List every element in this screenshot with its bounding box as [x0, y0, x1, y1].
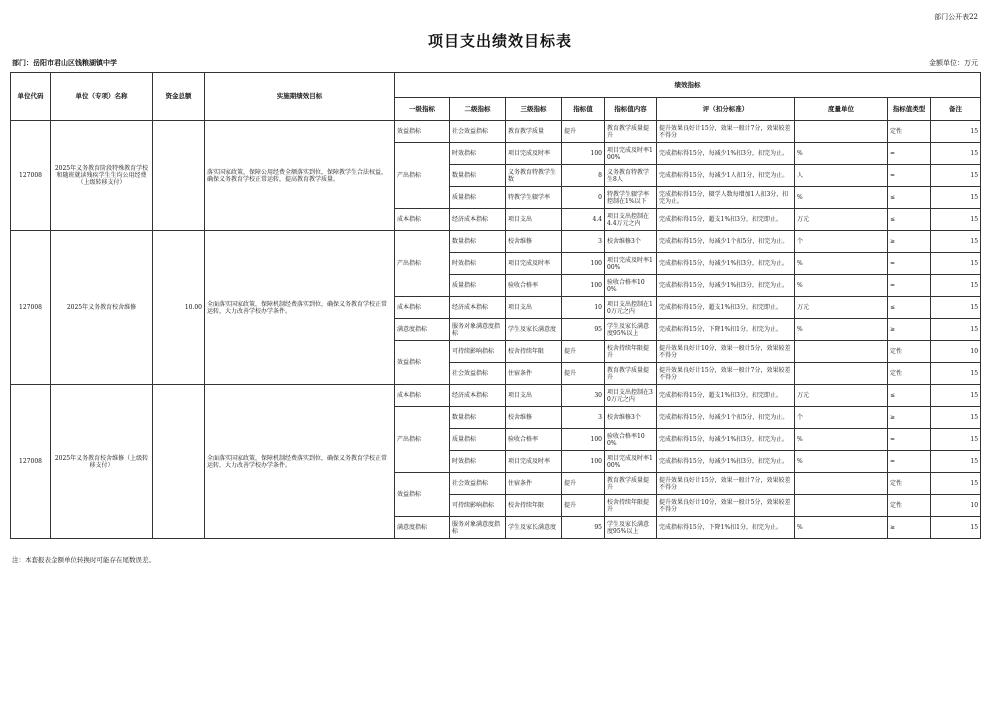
value-cell: 8	[562, 165, 605, 187]
level1-cell: 效益指标	[395, 121, 450, 143]
header-project-name: 单位（专项）名称	[51, 73, 153, 121]
scoring-cell: 完成指标得15分，超支1%扣3分，扣完即止。	[657, 385, 795, 407]
measure-unit-cell	[795, 495, 888, 517]
level2-cell: 可持续影响指标	[450, 341, 506, 363]
level1-cell: 产出指标	[395, 407, 450, 473]
level2-cell: 经济成本指标	[450, 385, 506, 407]
value-type-cell: 定性	[888, 341, 931, 363]
level2-cell: 社会效益指标	[450, 473, 506, 495]
value-cell: 提升	[562, 341, 605, 363]
content-cell: 义务教育特教学生8人	[605, 165, 657, 187]
measure-unit-cell: %	[795, 187, 888, 209]
value-type-cell: ≤	[888, 187, 931, 209]
measure-unit-cell: %	[795, 451, 888, 473]
unit-code-cell: 127008	[11, 121, 51, 231]
content-cell: 项目支出控制在4.4万元之内	[605, 209, 657, 231]
scoring-cell: 完成指标得15分，下降1%扣1分，扣完为止。	[657, 517, 795, 539]
level2-cell: 经济成本指标	[450, 209, 506, 231]
scoring-cell: 完成指标得15分，每减少1%扣3分，扣完为止。	[657, 451, 795, 473]
footnote: 注：本套报表金额单位转换时可能存在尾数误差。	[12, 556, 155, 564]
level3-cell: 校舍持续年限	[506, 495, 562, 517]
value-cell: 0	[562, 187, 605, 209]
level2-cell: 社会效益指标	[450, 121, 506, 143]
measure-unit-cell: 万元	[795, 209, 888, 231]
value-type-cell: ≥	[888, 407, 931, 429]
scoring-cell: 完成指标得15分，超支1%扣3分，扣完即止。	[657, 209, 795, 231]
level3-cell: 项目支出	[506, 209, 562, 231]
measure-unit-cell	[795, 121, 888, 143]
value-cell: 10	[562, 297, 605, 319]
goal-cell: 全面落实国家政策，保障机制经费落实到位，确保义务教育学校正常运转，大力改善学校办学条件。	[205, 385, 395, 539]
remark-cell: 15	[931, 363, 981, 385]
measure-unit-cell: 人	[795, 165, 888, 187]
level3-cell: 教育教学质量	[506, 121, 562, 143]
level2-cell: 数量指标	[450, 231, 506, 253]
scoring-cell: 完成指标得15分，下降1%扣1分，扣完为止。	[657, 319, 795, 341]
value-cell: 提升	[562, 121, 605, 143]
level2-cell: 服务对象满意度指标	[450, 319, 506, 341]
level1-cell: 产出指标	[395, 231, 450, 297]
level3-cell: 义务教育特教学生数	[506, 165, 562, 187]
level3-cell: 项目完成及时率	[506, 451, 562, 473]
measure-unit-cell: 个	[795, 231, 888, 253]
value-type-cell: =	[888, 429, 931, 451]
level2-cell: 经济成本指标	[450, 297, 506, 319]
value-cell: 100	[562, 275, 605, 297]
level2-cell: 时效指标	[450, 253, 506, 275]
scoring-cell: 完成指标得15分，每减少1%扣3分，扣完为止。	[657, 143, 795, 165]
level2-cell: 可持续影响指标	[450, 495, 506, 517]
remark-cell: 15	[931, 121, 981, 143]
measure-unit-cell	[795, 473, 888, 495]
page-title: 项目支出绩效目标表	[427, 32, 572, 50]
level1-cell: 满意度指标	[395, 517, 450, 539]
unit-code-cell: 127008	[11, 385, 51, 539]
level3-cell: 项目支出	[506, 385, 562, 407]
page-code: 部门公开表22	[934, 13, 978, 21]
performance-goals-table	[10, 72, 981, 539]
header-indicators: 绩效指标	[395, 73, 981, 98]
total-funds-cell	[153, 121, 205, 231]
header-scoring: 评（扣分标准）	[657, 98, 795, 121]
remark-cell: 15	[931, 165, 981, 187]
content-cell: 教育教学质量提升	[605, 473, 657, 495]
scoring-cell: 完成指标得15分，超支1%扣3分，扣完即止。	[657, 297, 795, 319]
remark-cell: 15	[931, 187, 981, 209]
level2-cell: 质量指标	[450, 275, 506, 297]
measure-unit-cell: %	[795, 517, 888, 539]
level2-cell: 时效指标	[450, 143, 506, 165]
scoring-cell: 提升效果良好计15分，效果一般计7分，效果较差不得分	[657, 121, 795, 143]
header-value: 指标值	[562, 98, 605, 121]
value-type-cell: =	[888, 451, 931, 473]
content-cell: 项目支出控制在30万元之内	[605, 385, 657, 407]
level3-cell: 特教学生辍学率	[506, 187, 562, 209]
content-cell: 校舍维修3个	[605, 231, 657, 253]
content-cell: 校舍维修3个	[605, 407, 657, 429]
value-cell: 3	[562, 231, 605, 253]
remark-cell: 15	[931, 275, 981, 297]
header-value-type: 指标值类型	[888, 98, 931, 121]
level3-cell: 项目完成及时率	[506, 143, 562, 165]
value-type-cell: ≥	[888, 319, 931, 341]
goal-cell: 全面落实国家政策，保障机制经费落实到位，确保义务教育学校正常运转，大力改善学校办学条件。	[205, 231, 395, 385]
measure-unit-cell	[795, 363, 888, 385]
value-cell: 95	[562, 319, 605, 341]
department-label: 部门：岳阳市君山区钱粮湖镇中学	[12, 58, 117, 67]
value-cell: 提升	[562, 473, 605, 495]
remark-cell: 15	[931, 253, 981, 275]
level1-cell: 效益指标	[395, 341, 450, 385]
value-type-cell: ≥	[888, 517, 931, 539]
remark-cell: 15	[931, 385, 981, 407]
remark-cell: 15	[931, 209, 981, 231]
table-row	[11, 231, 981, 253]
measure-unit-cell: %	[795, 143, 888, 165]
level3-cell: 学生及家长满意度	[506, 517, 562, 539]
value-type-cell: =	[888, 253, 931, 275]
value-type-cell: ≥	[888, 231, 931, 253]
amount-unit-label: 金额单位：万元	[929, 59, 978, 67]
value-type-cell: ≤	[888, 385, 931, 407]
unit-code-cell: 127008	[11, 231, 51, 385]
project-name-cell: 2025年义务教育阶段特殊教育学校和随班就读残疾学生生均公用经费（上级转移支付）	[51, 121, 153, 231]
measure-unit-cell: 万元	[795, 385, 888, 407]
content-cell: 项目完成及时率100%	[605, 253, 657, 275]
scoring-cell: 提升效果良好计10分，效果一般计5分，效果较差不得分	[657, 341, 795, 363]
value-cell: 30	[562, 385, 605, 407]
header-content: 指标值内容	[605, 98, 657, 121]
value-type-cell: ≤	[888, 209, 931, 231]
measure-unit-cell: 万元	[795, 297, 888, 319]
remark-cell: 15	[931, 143, 981, 165]
content-cell: 教育教学质量提升	[605, 121, 657, 143]
level1-cell: 产出指标	[395, 143, 450, 209]
table-body	[11, 121, 981, 539]
measure-unit-cell: 个	[795, 407, 888, 429]
level2-cell: 质量指标	[450, 187, 506, 209]
content-cell: 学生及家长满意度95%以上	[605, 319, 657, 341]
scoring-cell: 完成指标得15分，每减少1%扣3分，扣完为止。	[657, 253, 795, 275]
value-cell: 100	[562, 253, 605, 275]
remark-cell: 10	[931, 341, 981, 363]
value-type-cell: =	[888, 275, 931, 297]
content-cell: 校舍持续年限提升	[605, 495, 657, 517]
measure-unit-cell: %	[795, 319, 888, 341]
scoring-cell: 完成指标得15分，每减少1%扣3分，扣完为止。	[657, 275, 795, 297]
level1-cell: 满意度指标	[395, 319, 450, 341]
scoring-cell: 完成指标得15分，每减少1个扣5分，扣完为止。	[657, 231, 795, 253]
value-cell: 提升	[562, 495, 605, 517]
header-level3: 三级指标	[506, 98, 562, 121]
remark-cell: 15	[931, 407, 981, 429]
header-goal: 实施期绩效目标	[205, 73, 395, 121]
measure-unit-cell: %	[795, 429, 888, 451]
content-cell: 项目支出控制在10万元之内	[605, 297, 657, 319]
level2-cell: 质量指标	[450, 429, 506, 451]
remark-cell: 15	[931, 319, 981, 341]
table-row	[11, 121, 981, 143]
value-type-cell: =	[888, 165, 931, 187]
level1-cell: 成本指标	[395, 209, 450, 231]
level3-cell: 项目支出	[506, 297, 562, 319]
header-total-funds: 资金总额	[153, 73, 205, 121]
value-type-cell: 定性	[888, 363, 931, 385]
level1-cell: 成本指标	[395, 385, 450, 407]
level2-cell: 服务对象满意度指标	[450, 517, 506, 539]
scoring-cell: 提升效果良好计15分，效果一般计7分，效果较差不得分	[657, 363, 795, 385]
scoring-cell: 完成指标得15分，每减少1人扣1分，扣完为止。	[657, 165, 795, 187]
scoring-cell: 完成指标得15分，每减少1%扣3分，扣完为止。	[657, 429, 795, 451]
remark-cell: 15	[931, 517, 981, 539]
level3-cell: 住宿条件	[506, 473, 562, 495]
total-funds-cell	[153, 385, 205, 539]
level3-cell: 校舍维修	[506, 407, 562, 429]
value-cell: 100	[562, 429, 605, 451]
header-measure-unit: 度量单位	[795, 98, 888, 121]
level3-cell: 项目完成及时率	[506, 253, 562, 275]
header-level1: 一级指标	[395, 98, 450, 121]
scoring-cell: 提升效果良好计15分，效果一般计7分，效果较差不得分	[657, 473, 795, 495]
content-cell: 验收合格率100%	[605, 275, 657, 297]
level3-cell: 校舍持续年限	[506, 341, 562, 363]
header-level2: 二级指标	[450, 98, 506, 121]
level3-cell: 住宿条件	[506, 363, 562, 385]
value-cell: 95	[562, 517, 605, 539]
value-cell: 4.4	[562, 209, 605, 231]
level3-cell: 验收合格率	[506, 275, 562, 297]
value-type-cell: 定性	[888, 473, 931, 495]
content-cell: 教育教学质量提升	[605, 363, 657, 385]
project-name-cell: 2025年义务教育校舍维修	[51, 231, 153, 385]
remark-cell: 10	[931, 495, 981, 517]
value-type-cell: 定性	[888, 121, 931, 143]
value-cell: 3	[562, 407, 605, 429]
level3-cell: 校舍维修	[506, 231, 562, 253]
value-type-cell: =	[888, 143, 931, 165]
goal-cell: 落实国家政策，保障公用经费全额落实到位，保障教学生合法权益，确保义务教育学校正常运转，提高教育教学质量。	[205, 121, 395, 231]
content-cell: 学生及家长满意度95%以上	[605, 517, 657, 539]
level2-cell: 时效指标	[450, 451, 506, 473]
value-type-cell: 定性	[888, 495, 931, 517]
remark-cell: 15	[931, 451, 981, 473]
table-row	[11, 385, 981, 407]
value-type-cell: ≤	[888, 297, 931, 319]
level2-cell: 社会效益指标	[450, 363, 506, 385]
scoring-cell: 完成指标得15分，辍学人数每增加1人扣3分，扣完为止。	[657, 187, 795, 209]
value-cell: 100	[562, 143, 605, 165]
remark-cell: 15	[931, 297, 981, 319]
header-unit-code: 单位代码	[11, 73, 51, 121]
level2-cell: 数量指标	[450, 407, 506, 429]
content-cell: 校舍持续年限提升	[605, 341, 657, 363]
content-cell: 项目完成及时率100%	[605, 143, 657, 165]
level1-cell: 效益指标	[395, 473, 450, 517]
level3-cell: 学生及家长满意度	[506, 319, 562, 341]
header-remark: 备注	[931, 98, 981, 121]
content-cell: 项目完成及时率100%	[605, 451, 657, 473]
value-cell: 提升	[562, 363, 605, 385]
level3-cell: 验收合格率	[506, 429, 562, 451]
remark-cell: 15	[931, 231, 981, 253]
scoring-cell: 完成指标得15分，每减少1个扣5分，扣完为止。	[657, 407, 795, 429]
total-funds-cell: 10.00	[153, 231, 205, 385]
level1-cell: 成本指标	[395, 297, 450, 319]
remark-cell: 15	[931, 429, 981, 451]
scoring-cell: 提升效果良好计10分，效果一般计5分，效果较差不得分	[657, 495, 795, 517]
level2-cell: 数量指标	[450, 165, 506, 187]
measure-unit-cell: %	[795, 275, 888, 297]
project-name-cell: 2025年义务教育校舍维修（上级转移支付）	[51, 385, 153, 539]
remark-cell: 15	[931, 473, 981, 495]
content-cell: 验收合格率100%	[605, 429, 657, 451]
measure-unit-cell: %	[795, 253, 888, 275]
content-cell: 特教学生辍学率控制在1%以下	[605, 187, 657, 209]
value-cell: 100	[562, 451, 605, 473]
measure-unit-cell	[795, 341, 888, 363]
